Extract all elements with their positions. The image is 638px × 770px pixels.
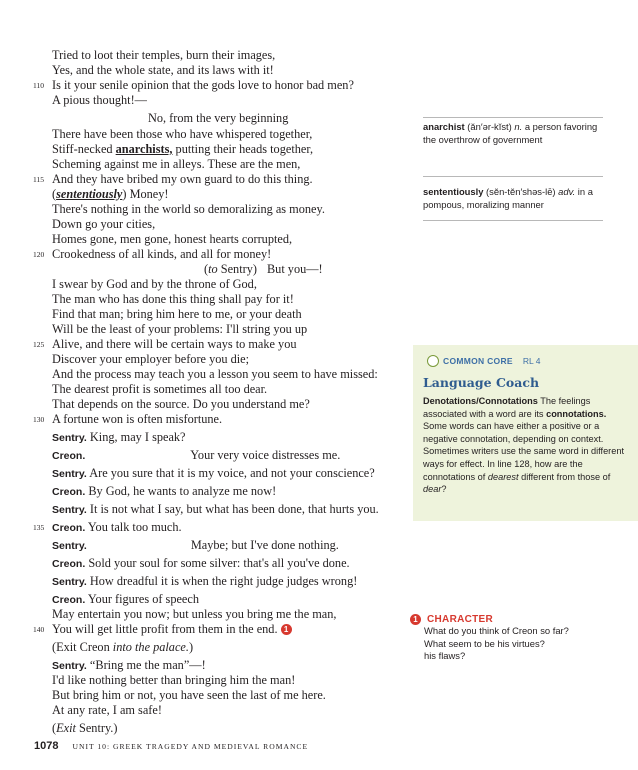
stage-paren: ( xyxy=(52,187,57,201)
verse-text: Are you sure that it is my voice, and not your conscience? xyxy=(89,466,375,480)
verse-text: Maybe; but I've done nothing. xyxy=(190,538,339,552)
unit-title: UNIT 10: GREEK TRAGEDY AND MEDIEVAL ROMANCE xyxy=(72,742,309,751)
verse-line: Find that man; bring him here to me, or your death xyxy=(52,307,302,321)
speaker-name: Sentry. xyxy=(52,576,87,588)
verse-line: There have been those who have whispered together, xyxy=(52,127,313,141)
dialogue-line xyxy=(52,520,182,536)
character-question: his flaws? xyxy=(424,650,466,662)
speaker-name: Creon. xyxy=(52,594,86,606)
verse-text: You will get little profit from them in the end. xyxy=(52,622,278,636)
verse-text: It is not what I say, but what has been done, that hurts you. xyxy=(89,502,379,516)
common-core-icon xyxy=(427,355,439,367)
verse-text: Your very voice distresses me. xyxy=(190,448,341,462)
character-label: CHARACTER xyxy=(427,614,494,625)
dialogue-line xyxy=(52,658,206,674)
stage-direction: ) xyxy=(188,640,194,654)
page-footer xyxy=(34,740,308,756)
verse-text: putting their heads together, xyxy=(172,142,314,156)
glossary-divider xyxy=(423,220,603,221)
stage-direction: (Exit Creon xyxy=(52,640,113,654)
verse-line: Down go your cities, xyxy=(52,217,156,231)
vocab-word-sententiously: sententiously xyxy=(56,187,123,201)
stage-direction: ( xyxy=(52,721,57,735)
stage-direction: Exit xyxy=(56,721,76,735)
line-number: 115 xyxy=(33,175,44,184)
language-coach-body xyxy=(423,395,628,496)
glossary-entry-sententiously xyxy=(423,186,603,211)
glossary-entry-anarchist xyxy=(423,121,603,146)
dialogue-line xyxy=(52,430,186,446)
glossary-definition: in a pompous, moralizing manner xyxy=(423,186,593,210)
dialogue-line xyxy=(52,484,276,500)
verse-text: Your figures of speech xyxy=(87,592,200,606)
vocab-word-anarchists: anarchists, xyxy=(115,142,173,156)
stage-direction-line xyxy=(52,640,193,655)
glossary-pos: adv. xyxy=(558,186,576,197)
verse-line: Homes gone, men gone, honest hearts corrupted, xyxy=(52,232,293,246)
verse-line: Is it your senile opinion that the gods love to honor bad men? xyxy=(52,78,354,92)
glossary-pos: n. xyxy=(514,121,523,132)
character-question: What do you think of Creon so far? xyxy=(424,625,569,636)
line-number: 140 xyxy=(33,625,45,634)
line-number: 130 xyxy=(33,415,45,424)
annotation-marker[interactable]: 1 xyxy=(281,624,292,635)
coach-text: Some words can have either a positive or a negative connotation, depending on context. Sometimes writers use the same word in different ways for effect. In line 128, how are the connotations of xyxy=(423,421,625,482)
stage-paren: ) xyxy=(122,187,127,201)
speaker-name: Sentry. xyxy=(52,468,87,480)
verse-line: I swear by God and by the throne of God, xyxy=(52,277,257,291)
stage-direction: Sentry.) xyxy=(75,721,118,735)
dialogue-line xyxy=(52,574,357,590)
common-core-standard: RL 4 xyxy=(522,356,541,366)
line-number: 120 xyxy=(33,250,45,259)
verse-text: You talk too much. xyxy=(87,520,182,534)
speaker-name: Sentry. xyxy=(52,540,87,552)
coach-text: ? xyxy=(441,484,447,495)
verse-line: Discover your employer before you die; xyxy=(52,352,250,366)
glossary-term: anarchist xyxy=(423,121,465,132)
verse-text: How dreadful it is when the right judge judges wrong! xyxy=(89,574,358,588)
verse-line: I'd like nothing better than bringing him the man! xyxy=(52,673,296,687)
verse-text: “Bring me the man”—! xyxy=(89,658,206,672)
speaker-name: Creon. xyxy=(52,522,86,534)
line-number: 110 xyxy=(33,81,44,90)
verse-line: The man who has done this thing shall pay for it! xyxy=(52,292,294,306)
glossary-pronunciation: (sĕn-tĕn′shəs-lē) xyxy=(486,186,556,197)
coach-term: connotations. xyxy=(546,408,607,419)
common-core-label: COMMON CORE xyxy=(443,356,513,366)
verse-text: Stiff-necked xyxy=(52,142,116,156)
verse-line xyxy=(52,187,169,202)
verse-line: There's nothing in the world so demoralizing as money. xyxy=(52,202,325,216)
stage-direction: ( xyxy=(204,262,209,276)
verse-line: Crookedness of all kinds, and all for money! xyxy=(52,247,272,261)
coach-word: dear xyxy=(423,484,442,495)
annotation-marker[interactable]: 1 xyxy=(410,614,421,625)
speaker-name: Sentry. xyxy=(52,504,87,516)
character-note xyxy=(410,614,625,663)
dialogue-line xyxy=(52,502,379,518)
dialogue-line xyxy=(52,538,339,554)
stage-direction: Sentry) xyxy=(217,262,257,276)
language-coach-box xyxy=(413,345,638,521)
stage-direction: to xyxy=(208,262,218,276)
verse-line: May entertain you now; but unless you bring me the man, xyxy=(52,607,337,621)
glossary-pronunciation: (ăn′ər-kĭst) xyxy=(467,121,512,132)
verse-line: The dearest profit is sometimes all too dear. xyxy=(52,382,268,396)
verse-text: Money! xyxy=(126,187,169,201)
line-number: 135 xyxy=(33,523,45,532)
common-core-tag xyxy=(427,353,541,369)
speaker-name: Sentry. xyxy=(52,432,87,444)
dialogue-line xyxy=(52,448,340,464)
verse-line: And they have bribed my own guard to do this thing. xyxy=(52,172,313,186)
glossary-divider xyxy=(423,176,603,177)
stage-direction-line xyxy=(52,721,117,736)
verse-line: That depends on the source. Do you understand me? xyxy=(52,397,310,411)
language-coach-title: Language Coach xyxy=(423,375,540,390)
verse-line: A fortune won is often misfortune. xyxy=(52,412,223,426)
verse-line: Tried to loot their temples, burn their images, xyxy=(52,48,276,62)
verse-text: King, may I speak? xyxy=(89,430,186,444)
stage-direction: into the palace. xyxy=(112,640,189,654)
verse-line: Alive, and there will be certain ways to make you xyxy=(52,337,297,351)
page-number: 1078 xyxy=(34,740,59,752)
coach-text: different from those of xyxy=(518,471,611,482)
dialogue-line xyxy=(52,592,199,608)
dialogue-line xyxy=(52,466,375,482)
glossary-term: sententiously xyxy=(423,186,484,197)
verse-text: By God, he wants to analyze me now! xyxy=(88,484,277,498)
line-number: 125 xyxy=(33,340,45,349)
verse-text: Sold your soul for some silver: that's all you've done. xyxy=(88,556,350,570)
coach-word: dearest xyxy=(487,471,519,482)
verse-line: But bring him or not, you have seen the last of me here. xyxy=(52,688,326,702)
speaker-name: Creon. xyxy=(52,558,86,570)
verse-line: Will be the least of your problems: I'll string you up xyxy=(52,322,308,336)
verse-line: No, from the very beginning xyxy=(148,111,289,125)
verse-line: At any rate, I am safe! xyxy=(52,703,162,717)
verse-line xyxy=(204,262,323,277)
verse-line: Scheming against me in alleys. These are the men, xyxy=(52,157,301,171)
dialogue-line xyxy=(52,556,350,572)
verse-text: But you—! xyxy=(266,262,323,276)
glossary-divider xyxy=(423,117,603,118)
coach-text: The feelings associated with a word are its xyxy=(423,396,591,419)
coach-subhead: Denotations/Connotations xyxy=(423,396,538,406)
verse-line: And the process may teach you a lesson you seem to have missed: xyxy=(52,367,378,381)
verse-line xyxy=(52,622,292,637)
speaker-name: Sentry. xyxy=(52,660,87,672)
verse-line: A pious thought!— xyxy=(52,93,147,107)
speaker-name: Creon. xyxy=(52,486,86,498)
character-question: What seem to be his virtues? xyxy=(424,637,545,649)
speaker-name: Creon. xyxy=(52,450,86,462)
verse-line: Yes, and the whole state, and its laws with it! xyxy=(52,63,274,77)
glossary-definition: a person favoring the overthrow of government xyxy=(423,121,598,145)
verse-line xyxy=(52,142,313,157)
